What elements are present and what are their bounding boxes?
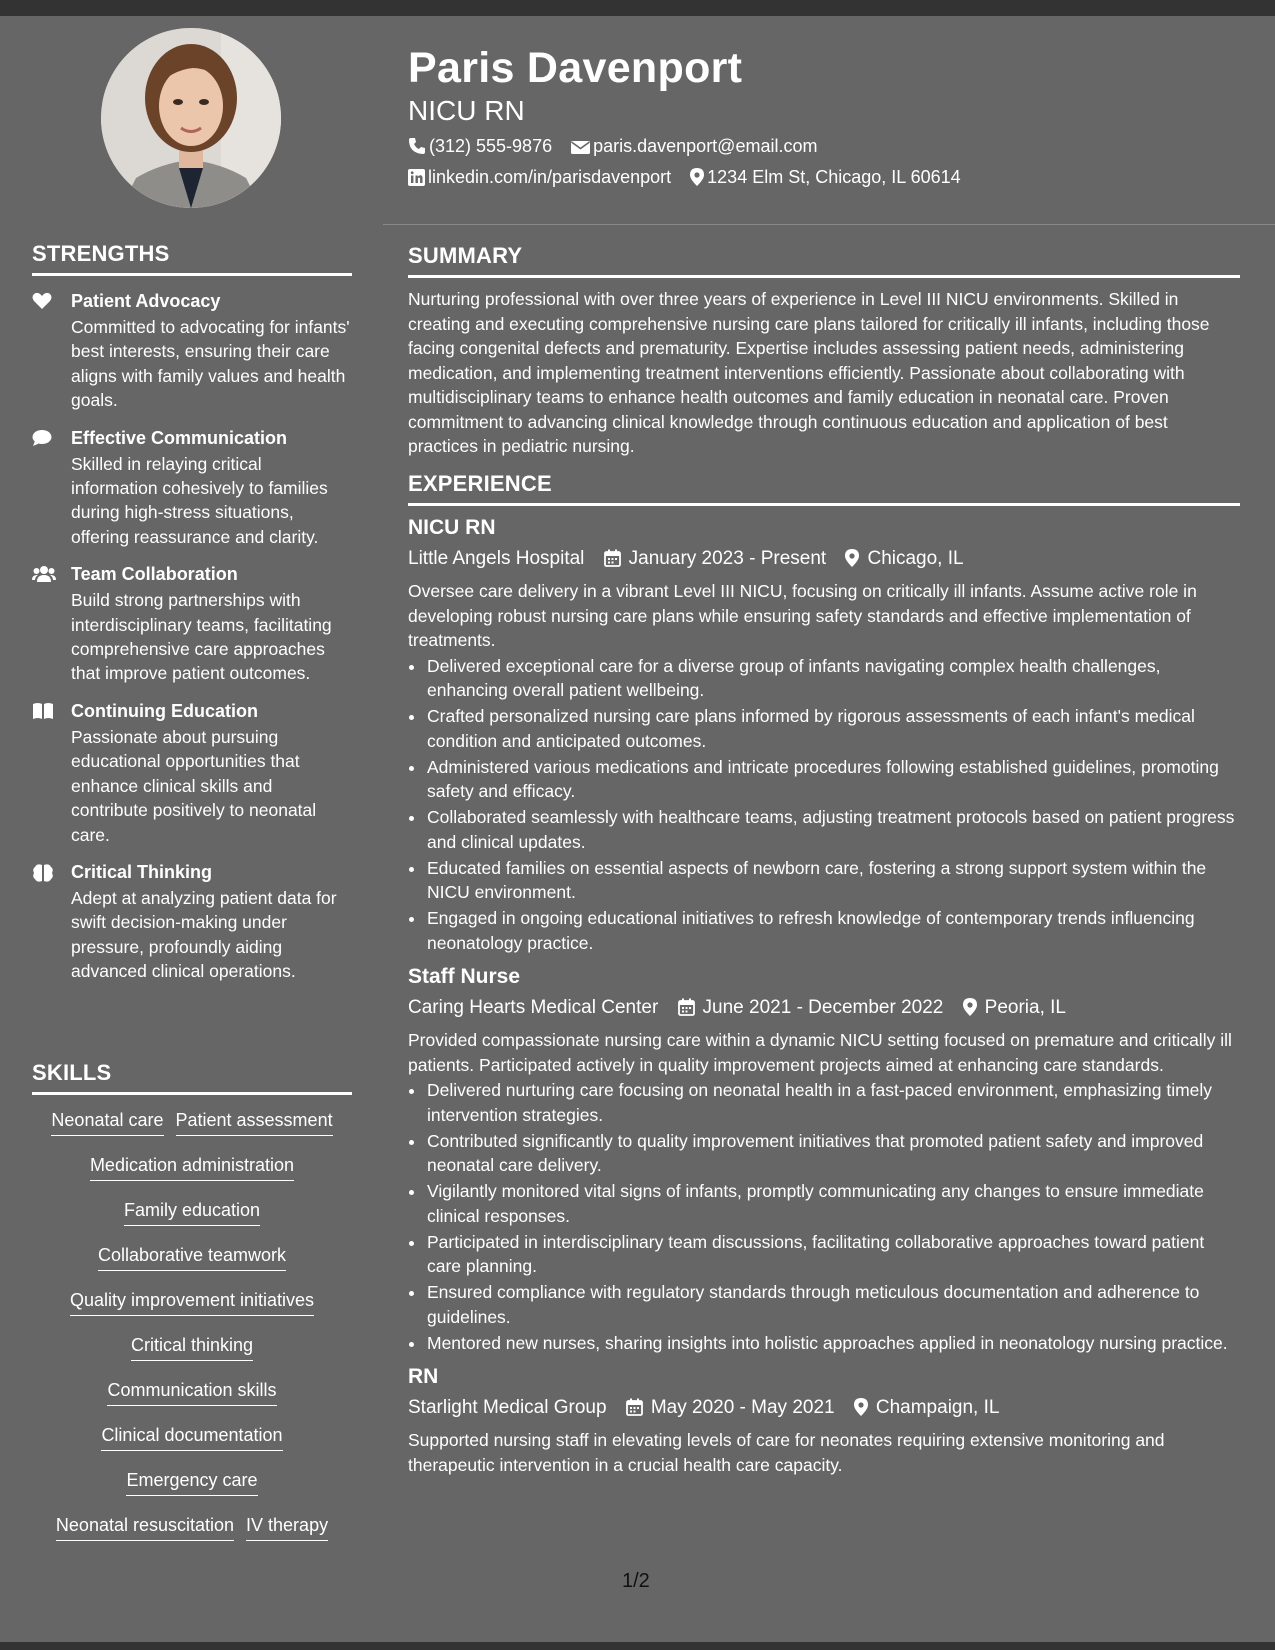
strength-title: Critical Thinking xyxy=(71,861,213,882)
skill-tag: IV therapy xyxy=(246,1514,328,1541)
strength-item xyxy=(32,700,352,847)
job-company: Caring Hearts Medical Center xyxy=(408,997,659,1018)
job-location: Champaign, IL xyxy=(875,1397,1000,1418)
calendar-icon xyxy=(604,549,621,567)
strengths-heading: STRENGTHS xyxy=(32,241,170,266)
book-icon xyxy=(32,702,54,722)
job-bullet: • Vigilantly monitored vital signs of infants, promptly communicating any changes to ensure immediate clinical responses. xyxy=(426,1179,1240,1228)
job-bullet: • Contributed significantly to quality improvement initiatives that promoted patient safety and improved neonatal care delivery. xyxy=(426,1129,1240,1178)
skill-tag: Quality improvement initiatives xyxy=(70,1289,314,1316)
job-description: Provided compassionate nursing care within a dynamic NICU setting focused on premature and critically ill patients. Participated actively in quality improvement projects aimed at enhancing care standards. xyxy=(408,1030,1232,1075)
section-rule xyxy=(32,1092,352,1095)
job-bullets xyxy=(408,654,1240,956)
job-dates-item xyxy=(604,545,827,573)
job-company: Little Angels Hospital xyxy=(408,548,585,569)
summary-text: Nurturing professional with over three years of experience in Level III NICU environments. Skilled in creating and executing comprehensive nursing care plans tailored for critically ill infants, including those facing congenital defects and prematurity. Expertise includes assessing patient needs, administering medication, and implementing treatment interventions efficiently. Passionate about collaborating with multidisciplinary teams to enhance health outcomes and family education in neonatal care. Proven commitment to advancing clinical knowledge through continuous education and application of best practices in pediatric nursing. xyxy=(408,289,1210,456)
job-meta xyxy=(408,545,1240,573)
job-dates: May 2020 - May 2021 xyxy=(650,1397,835,1418)
job-location-item xyxy=(845,545,963,573)
job-bullet: • Engaged in ongoing educational initiatives to refresh knowledge of contemporary trends influencing neonatology practice. xyxy=(426,906,1240,955)
job-description: Supported nursing staff in elevating levels of care for neonates requiring extensive monitoring and therapeutic intervention in a crucial health care capacity. xyxy=(408,1430,1165,1475)
location-pin-icon xyxy=(690,168,704,186)
job-location-item xyxy=(854,1394,1000,1422)
skill-tag: Neonatal resuscitation xyxy=(56,1514,234,1541)
job-entry xyxy=(408,1363,1240,1477)
job-title: RN xyxy=(408,1365,439,1388)
job-bullet: • Crafted personalized nursing care plans informed by rigorous assessments of each infant's medical condition and anticipated outcomes. xyxy=(426,704,1240,753)
job-bullets xyxy=(408,1078,1240,1355)
skills-section xyxy=(32,1060,352,1541)
job-meta xyxy=(408,994,1240,1022)
skill-row xyxy=(32,1289,352,1316)
profile-photo xyxy=(101,28,281,208)
summary-section xyxy=(408,243,1240,459)
job-bullet: • Delivered nurturing care focusing on neonatal health in a fast-paced environment, emphasizing timely intervention strategies. xyxy=(426,1078,1240,1127)
candidate-name: Paris Davenport xyxy=(408,44,743,92)
strength-desc: Skilled in relaying critical information cohesively to families during high-stress situations, offering reassurance and clarity. xyxy=(71,453,328,547)
skill-row xyxy=(32,1199,352,1226)
strength-title: Team Collaboration xyxy=(71,564,238,585)
skill-row xyxy=(32,1154,352,1181)
strength-title: Effective Communication xyxy=(71,427,288,448)
linkedin-item xyxy=(408,165,671,189)
skill-tag: Clinical documentation xyxy=(101,1424,282,1451)
job-description: Oversee care delivery in a vibrant Level III NICU, focusing on critically ill infants. Assume active role in developing robust nursing care plans while ensuring safety standards and effective implementation of treatments. xyxy=(408,581,1197,650)
linkedin-text: linkedin.com/in/parisdavenport xyxy=(428,167,672,187)
users-icon xyxy=(32,565,54,585)
email-text: paris.davenport@email.com xyxy=(593,136,818,156)
job-title: NICU RN xyxy=(408,516,496,539)
strength-title: Continuing Education xyxy=(71,700,258,721)
brain-icon xyxy=(32,863,54,883)
calendar-icon xyxy=(626,1398,643,1416)
heart-icon xyxy=(32,292,54,312)
skill-tag: Communication skills xyxy=(107,1379,276,1406)
top-bar xyxy=(0,0,1275,16)
skill-tag: Medication administration xyxy=(90,1154,294,1181)
strength-item xyxy=(32,427,352,550)
location-pin-icon xyxy=(963,998,977,1016)
skill-row xyxy=(32,1469,352,1496)
experience-section xyxy=(408,471,1240,1477)
job-entry xyxy=(408,963,1240,1355)
job-company: Starlight Medical Group xyxy=(408,1397,607,1418)
job-location-item xyxy=(963,994,1066,1022)
skill-tag: Patient assessment xyxy=(176,1109,333,1136)
phone-icon xyxy=(408,137,426,155)
job-location: Chicago, IL xyxy=(867,548,964,569)
job-bullet: • Participated in interdisciplinary team discussions, facilitating collaborative approaches toward patient care planning. xyxy=(426,1230,1240,1279)
phone-item xyxy=(408,134,552,158)
skill-row xyxy=(32,1334,352,1361)
skill-row xyxy=(32,1109,352,1136)
job-dates-item xyxy=(678,994,944,1022)
section-rule xyxy=(32,273,352,276)
strength-item xyxy=(32,861,352,984)
page-indicator: 1/2 xyxy=(622,1570,650,1592)
skill-tag: Critical thinking xyxy=(131,1334,253,1361)
contact-row-2 xyxy=(408,165,975,189)
skill-row xyxy=(32,1244,352,1271)
job-bullet: • Educated families on essential aspects of newborn care, fostering a strong support system within the NICU environment. xyxy=(426,856,1240,905)
candidate-title: NICU RN xyxy=(408,95,525,126)
address-text: 1234 Elm St, Chicago, IL 60614 xyxy=(707,167,961,187)
job-entry xyxy=(408,514,1240,955)
phone-text: (312) 555-9876 xyxy=(429,136,553,156)
experience-heading: EXPERIENCE xyxy=(408,471,552,496)
linkedin-icon xyxy=(408,169,425,186)
speech-bubble-icon xyxy=(32,429,54,449)
section-rule xyxy=(408,503,1240,506)
strength-desc: Build strong partnerships with interdisciplinary teams, facilitating comprehensive care approaches that improve patient outcomes. xyxy=(71,590,332,684)
header-divider xyxy=(383,224,1275,225)
strength-item xyxy=(32,563,352,686)
skill-tag: Emergency care xyxy=(126,1469,257,1496)
job-bullet: • Administered various medications and intricate procedures following established guidelines, promoting safety and efficacy. xyxy=(426,755,1240,804)
strength-item xyxy=(32,290,352,413)
contact-row-1 xyxy=(408,134,831,158)
email-item xyxy=(571,134,817,158)
skill-tag: Family education xyxy=(124,1199,260,1226)
job-dates: June 2021 - December 2022 xyxy=(702,997,944,1018)
summary-heading: SUMMARY xyxy=(408,243,523,268)
skills-heading: SKILLS xyxy=(32,1060,112,1085)
job-title: Staff Nurse xyxy=(408,965,521,988)
skill-row xyxy=(32,1514,352,1541)
strength-desc: Passionate about pursuing educational opportunities that enhance clinical skills and contribute positively to neonatal care. xyxy=(71,726,317,845)
calendar-icon xyxy=(678,998,695,1016)
job-bullet: • Collaborated seamlessly with healthcare teams, adjusting treatment protocols based on patient progress and clinical updates. xyxy=(426,805,1240,854)
location-pin-icon xyxy=(854,1398,868,1416)
job-dates-item xyxy=(626,1394,835,1422)
skill-row xyxy=(32,1379,352,1406)
strength-desc: Committed to advocating for infants' best interests, ensuring their care aligns with family values and health goals. xyxy=(71,317,350,411)
strength-title: Patient Advocacy xyxy=(71,291,221,311)
job-bullet: • Mentored new nurses, sharing insights into holistic approaches applied in neonatology nursing practice. xyxy=(426,1331,1240,1356)
skill-tag: Collaborative teamwork xyxy=(98,1244,286,1271)
address-item xyxy=(690,165,961,189)
strengths-section xyxy=(32,241,352,984)
skill-tag: Neonatal care xyxy=(51,1109,163,1136)
job-bullet: • Ensured compliance with regulatory standards through meticulous documentation and adherence to guidelines. xyxy=(426,1280,1240,1329)
job-bullet: • Delivered exceptional care for a diverse group of infants navigating complex health challenges, enhancing overall patient wellbeing. xyxy=(426,654,1240,703)
job-dates: January 2023 - Present xyxy=(628,548,827,569)
email-icon xyxy=(571,140,590,155)
strength-desc: Adept at analyzing patient data for swift decision-making under pressure, profoundly aiding advanced clinical operations. xyxy=(71,887,337,982)
job-meta xyxy=(408,1394,1240,1422)
skill-row xyxy=(32,1424,352,1451)
location-pin-icon xyxy=(845,549,859,567)
section-rule xyxy=(408,275,1240,278)
bottom-bar xyxy=(0,1642,1275,1650)
job-location: Peoria, IL xyxy=(984,997,1066,1018)
